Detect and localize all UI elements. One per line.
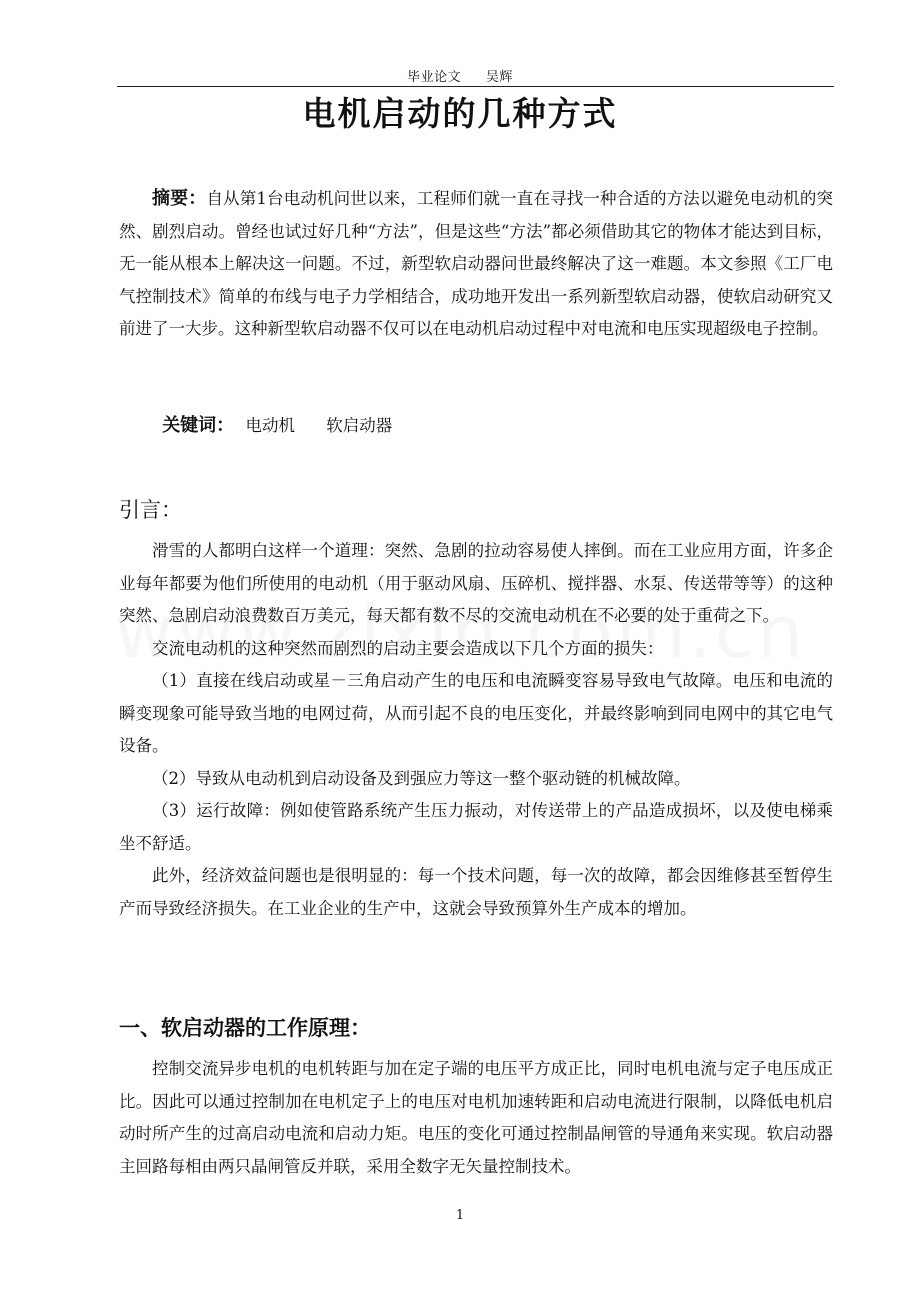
page-number: 1 [455, 1208, 465, 1223]
header-thesis-label: 毕业论文 [407, 70, 462, 85]
intro-paragraph: 滑雪的人都明白这样一个道理：突然、急剧的拉动容易使人摔倒。而在工业应用方面，许多企业每年都要为他们所使用的电动机（用于驱动风扇、压碎机、搅拌器、水泵、传送带等等）的这种突然、急剧启动浪费数百万美元，每天都有数不尽的交流电动机在不必要的处于重荷之下。 [119, 541, 833, 625]
intro-body [119, 535, 833, 925]
intro-paragraph: （1）直接在线启动或星－三角启动产生的电压和电流瞬变容易导致电气故障。电压和电流的瞬变现象可能导致当地的电网过荷，从而引起不良的电压变化，并最终影响到同电网中的其它电气设备。 [119, 671, 833, 755]
abstract-text: 自从第1台电动机问世以来，工程师们就一直在寻找一种合适的方法以避免电动机的突然、剧烈启动。曾经也试过好几种“方法”，但是这些“方法”都必须借助其它的物体才能达到目标，无一能从根本上解决这一问题。不过，新型软启动器问世最终解决了这一难题。本文参照《工厂电气控制技术》简单的布线与电子力学相结合，成功地开发出一系列新型软启动器，使软启动研究又前进了一大步。这种新型软启动器不仅可以在电动机启动过程中对电流和电压实现超级电子控制。 [119, 189, 834, 338]
header-author: 吴辉 [485, 70, 513, 85]
intro-paragraph: 交流电动机的这种突然而剧烈的启动主要会造成以下几个方面的损失： [152, 638, 664, 658]
document-title: 电机启动的几种方式 [302, 94, 618, 133]
section-paragraph: 控制交流异步电机的电机转距与加在定子端的电压平方成正比，同时电机电流与定子电压成正比。因此可以通过控制加在电机定子上的电压对电机加速转距和启动电流进行限制，以降低电机启动时所产生的过高启动电流和启动力矩。电压的变化可通过控制晶闸管的导通角来实现。软启动器主回路每相由两只晶闸管反并联，采用全数字无矢量控制技术。 [119, 1059, 833, 1176]
intro-paragraph: （2）导致从电动机到启动设备及到强应力等这一整个驱动链的机械故障。 [152, 768, 691, 788]
intro-heading: 引言： [119, 498, 182, 522]
intro-paragraph: 此外，经济效益问题也是很明显的：每一个技术问题，每一次的故障，都会因维修甚至暂停生产而导致经济损失。在工业企业的生产中，这就会导致预算外生产成本的增加。 [119, 866, 833, 918]
keyword-item: 软启动器 [326, 416, 393, 435]
keyword-item: 电动机 [245, 416, 295, 435]
abstract-paragraph [119, 183, 833, 346]
section-body [119, 1053, 833, 1183]
section-heading: 一、软启动器的工作原理： [119, 1016, 371, 1040]
keywords-line [119, 410, 392, 442]
header-rule [117, 86, 834, 87]
running-header [0, 66, 920, 85]
abstract-block [119, 183, 833, 346]
abstract-label: 摘要： [152, 188, 207, 209]
intro-paragraph: （3）运行故障：例如使管路系统产生压力振动，对传送带上的产品造成损坏，以及使电梯乘坐不舒适。 [119, 801, 833, 853]
keywords-label: 关键词： [162, 415, 235, 436]
